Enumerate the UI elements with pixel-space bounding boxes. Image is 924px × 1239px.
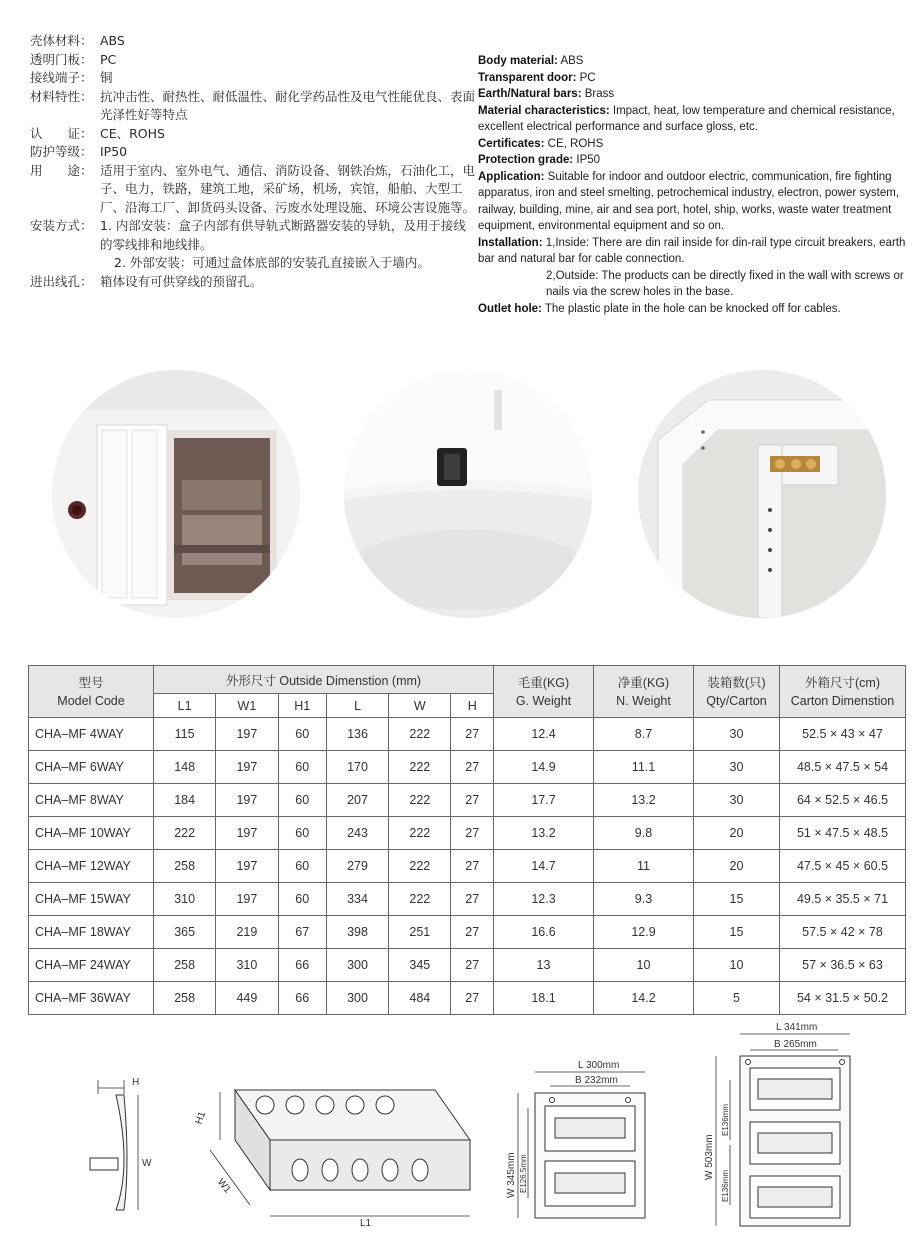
table-cell: 27 (451, 982, 494, 1015)
cn-spec-row (30, 162, 475, 218)
table-cell: 197 (216, 883, 278, 916)
table-cell: 258 (154, 982, 216, 1015)
model-code-cell: CHA–MF 10WAY (29, 817, 154, 850)
header-carton-dimension (780, 666, 906, 718)
isometric-box-diagram (180, 1080, 480, 1230)
table-cell: 27 (451, 850, 494, 883)
table-cell: 20 (694, 850, 780, 883)
table-cell: 52.5 × 43 × 47 (780, 718, 906, 751)
table-cell: 51 × 47.5 × 48.5 (780, 817, 906, 850)
table-cell: 197 (216, 784, 278, 817)
table-cell: 67 (278, 916, 326, 949)
en-spec-row (478, 103, 918, 136)
header-qty-carton-en: Qty/Carton (706, 693, 767, 708)
cn-spec-value: 2. 外部安装：可通过盒体底部的安装孔直接嵌入于墙内。 (114, 255, 430, 270)
header-net-weight-en: N. Weight (616, 693, 671, 708)
table-cell: 30 (694, 751, 780, 784)
en-spec-value: Brass (581, 88, 615, 100)
cn-spec-row (30, 273, 475, 292)
header-net-weight (594, 666, 694, 718)
en-spec-value: ABS (557, 55, 584, 67)
table-cell: 13 (494, 949, 594, 982)
iso-w1-label: W1 (214, 1176, 233, 1196)
table-cell: 13.2 (594, 784, 694, 817)
table-cell: 15 (694, 916, 780, 949)
d36-b-label: B 265mm (774, 1039, 817, 1050)
subheader-l1: L1 (154, 694, 216, 718)
table-row (29, 751, 906, 784)
cn-spec-row (30, 51, 475, 70)
table-row (29, 784, 906, 817)
iso-h1-label: H1 (193, 1110, 209, 1126)
d36-w-label: W 503mm (704, 1134, 715, 1180)
table-cell: 57.5 × 42 × 78 (780, 916, 906, 949)
table-cell: 258 (154, 850, 216, 883)
table-cell: 27 (451, 784, 494, 817)
table-cell: 207 (326, 784, 388, 817)
header-model-en: Model Code (57, 693, 125, 708)
table-row (29, 817, 906, 850)
table-cell: 197 (216, 751, 278, 784)
model-code-cell: CHA–MF 6WAY (29, 751, 154, 784)
cn-spec-row (30, 32, 475, 51)
side-view-diagram (70, 1070, 170, 1220)
cn-spec-label: 进出线孔： (30, 273, 93, 289)
d24-w-label: W 345mm (506, 1152, 517, 1198)
table-cell: 27 (451, 751, 494, 784)
photo-terminal-bar-image (638, 370, 886, 618)
table-cell: 47.5 × 45 × 60.5 (780, 850, 906, 883)
table-cell: 365 (154, 916, 216, 949)
photo-door-latch (344, 370, 592, 618)
header-gross-weight-cn: 毛重(KG) (517, 675, 570, 690)
table-row (29, 949, 906, 982)
table-cell: 9.3 (594, 883, 694, 916)
table-cell: 14.7 (494, 850, 594, 883)
table-cell: 11.1 (594, 751, 694, 784)
table-cell: 60 (278, 883, 326, 916)
table-cell: 197 (216, 850, 278, 883)
table-row (29, 718, 906, 751)
table-cell: 300 (326, 982, 388, 1015)
table-cell: 27 (451, 949, 494, 982)
header-outside-dimension: 外形尺寸 Outside Dimenstion (mm) (154, 666, 494, 694)
iso-l1-label: L1 (360, 1218, 372, 1229)
header-gross-weight-en: G. Weight (515, 693, 572, 708)
header-qty-carton (694, 666, 780, 718)
table-cell: 49.5 × 35.5 × 71 (780, 883, 906, 916)
cn-spec-value: PC (100, 51, 117, 67)
cn-spec-value: 抗冲击性、耐热性、耐低温性、耐化学药品性及电气性能优良、表面光泽性好等特点 (100, 88, 476, 122)
table-cell: 9.8 (594, 817, 694, 850)
table-cell: 60 (278, 850, 326, 883)
cn-spec-label: 透明门板： (30, 51, 93, 67)
model-code-cell: CHA–MF 4WAY (29, 718, 154, 751)
table-cell: 449 (216, 982, 278, 1015)
cn-spec-row (30, 88, 475, 125)
table-cell: 18.1 (494, 982, 594, 1015)
header-model-cn: 型号 (78, 675, 104, 690)
en-spec-row (478, 70, 918, 87)
en-spec-label: Material characteristics: (478, 104, 610, 117)
table-cell: 251 (389, 916, 451, 949)
en-spec-label: Body material: (478, 55, 558, 67)
table-cell: 243 (326, 817, 388, 850)
cn-spec-value: CE、ROHS (100, 125, 165, 141)
table-cell: 136 (326, 718, 388, 751)
table-cell: 12.4 (494, 718, 594, 751)
table-cell: 197 (216, 718, 278, 751)
model-code-cell: CHA–MF 8WAY (29, 784, 154, 817)
header-gross-weight (494, 666, 594, 718)
en-spec-row (478, 268, 918, 301)
en-spec-row (478, 86, 918, 103)
table-cell: 30 (694, 718, 780, 751)
cn-spec-label (30, 254, 100, 273)
cn-spec-value: 1. 内部安装：盒子内部有供导轨式断路器安装的导轨，及用于接线的零线排和地线排。 (100, 218, 466, 252)
table-cell: 222 (389, 718, 451, 751)
subheader-h: H (451, 694, 494, 718)
table-cell: 222 (389, 817, 451, 850)
front-view-36way-diagram (698, 1020, 858, 1232)
cn-spec-row (30, 143, 475, 162)
cn-spec-row (30, 217, 475, 254)
side-h-label: H (132, 1077, 140, 1088)
table-cell: 222 (154, 817, 216, 850)
table-cell: 184 (154, 784, 216, 817)
table-cell: 279 (326, 850, 388, 883)
model-code-cell: CHA–MF 12WAY (29, 850, 154, 883)
photo-door-latch-image (344, 370, 592, 618)
side-w-label: W (142, 1158, 152, 1169)
en-spec-label: Earth/Natural bars: (478, 88, 582, 100)
en-spec-row (478, 53, 918, 70)
d24-e-label: E126.5mm (519, 1154, 528, 1193)
d36-l-label: L 341mm (776, 1022, 818, 1033)
table-cell: 27 (451, 883, 494, 916)
table-cell: 12.3 (494, 883, 594, 916)
cn-spec-value: ABS (100, 33, 125, 48)
table-cell: 14.9 (494, 751, 594, 784)
subheader-w: W (389, 694, 451, 718)
table-cell: 5 (694, 982, 780, 1015)
table-cell: 334 (326, 883, 388, 916)
cn-spec-label: 认 证： (30, 125, 93, 141)
table-cell: 222 (389, 883, 451, 916)
table-cell: 13.2 (494, 817, 594, 850)
en-spec-value: 2,Outside: The products can be directly fixed in the wall with screws or nails via the screw holes in the base. (546, 269, 904, 298)
d36-e1-label: E136mm (721, 1103, 730, 1136)
en-spec-label: Protection grade: (478, 154, 574, 166)
cn-spec-value: IP50 (100, 144, 128, 159)
table-cell: 484 (389, 982, 451, 1015)
header-carton-dimension-en: Carton Dimenstion (790, 693, 895, 708)
english-specifications (478, 53, 918, 317)
table-cell: 345 (389, 949, 451, 982)
table-cell: 310 (216, 949, 278, 982)
en-spec-value: Impact, heat, low temperature and chemical resistance, excellent electrical performance and surface gloss, etc. (478, 104, 895, 133)
header-net-weight-cn: 净重(KG) (617, 675, 670, 690)
model-code-cell: CHA–MF 18WAY (29, 916, 154, 949)
table-cell: 12.9 (594, 916, 694, 949)
model-code-cell: CHA–MF 36WAY (29, 982, 154, 1015)
table-cell: 27 (451, 916, 494, 949)
en-spec-value: 1,Inside: There are din rail inside for din-rail type circuit breakers, earth bar and natural bar for cable connection. (478, 236, 906, 265)
cn-spec-label: 材料特性： (30, 88, 93, 104)
table-row (29, 883, 906, 916)
model-code-cell: CHA–MF 24WAY (29, 949, 154, 982)
cn-spec-value: 箱体设有可供穿线的预留孔。 (100, 273, 263, 289)
table-cell: 60 (278, 817, 326, 850)
en-spec-label: Certificates: (478, 137, 545, 150)
table-cell: 15 (694, 883, 780, 916)
en-spec-value: The plastic plate in the hole can be knocked off for cables. (541, 302, 841, 315)
d36-e2-label: E136mm (721, 1169, 730, 1202)
cn-spec-row (30, 254, 475, 273)
table-cell: 222 (389, 751, 451, 784)
table-cell: 115 (154, 718, 216, 751)
en-spec-label: Transparent door: (478, 71, 577, 84)
table-cell: 222 (389, 850, 451, 883)
table-cell: 60 (278, 718, 326, 751)
en-spec-value: CE, ROHS (544, 137, 604, 150)
table-cell: 10 (594, 949, 694, 982)
en-spec-label: Application: (478, 170, 545, 183)
table-cell: 219 (216, 916, 278, 949)
cn-spec-value: 适用于室内、室外电气、通信、消防设备、钢铁冶炼，石油化工，电子、电力，铁路，建筑工地，采矿场，机场，宾馆，船舶、大型工厂、沿海工厂、卸货码头设备、污废水处理设施、环境公害设施等。 (100, 162, 476, 215)
front-view-24way-diagram (500, 1058, 650, 1228)
table-row (29, 850, 906, 883)
cn-spec-row (30, 69, 475, 88)
table-cell: 222 (389, 784, 451, 817)
d24-b-label: B 232mm (575, 1075, 618, 1086)
photo-breaker-slot-image (52, 370, 300, 618)
en-spec-label: Outlet hole: (478, 302, 542, 315)
table-cell: 258 (154, 949, 216, 982)
subheader-w1: W1 (216, 694, 278, 718)
cn-spec-label: 安装方式： (30, 218, 93, 233)
model-code-cell: CHA–MF 15WAY (29, 883, 154, 916)
table-cell: 170 (326, 751, 388, 784)
table-cell: 54 × 31.5 × 50.2 (780, 982, 906, 1015)
table-cell: 197 (216, 817, 278, 850)
cn-spec-label: 接线端子： (30, 70, 93, 85)
table-cell: 57 × 36.5 × 63 (780, 949, 906, 982)
table-cell: 60 (278, 751, 326, 784)
header-model (29, 666, 154, 718)
table-cell: 20 (694, 817, 780, 850)
table-row (29, 916, 906, 949)
cn-spec-value: 铜 (100, 70, 113, 85)
table-cell: 48.5 × 47.5 × 54 (780, 751, 906, 784)
table-cell: 300 (326, 949, 388, 982)
header-carton-dimension-cn: 外箱尺寸(cm) (805, 675, 880, 690)
table-cell: 27 (451, 817, 494, 850)
en-spec-value: IP50 (573, 154, 601, 166)
en-spec-value: Suitable for indoor and outdoor electric, communication, fire fighting apparatus, iron and steel smelting, petrochemical industry, electron, power system, railway, building, mine, air and sea port, hotel, ship, works, waste water treatment equipment, environmental equipment and so on. (478, 170, 900, 232)
table-cell: 27 (451, 718, 494, 751)
table-row (29, 982, 906, 1015)
table-cell: 17.7 (494, 784, 594, 817)
table-cell: 310 (154, 883, 216, 916)
cn-spec-label: 用 途： (30, 162, 93, 178)
table-cell: 60 (278, 784, 326, 817)
table-cell: 16.6 (494, 916, 594, 949)
table-cell: 14.2 (594, 982, 694, 1015)
en-spec-row (478, 136, 918, 153)
subheader-l: L (326, 694, 388, 718)
cn-spec-label: 壳体材料： (30, 33, 93, 48)
table-cell: 64 × 52.5 × 46.5 (780, 784, 906, 817)
table-cell: 30 (694, 784, 780, 817)
table-cell: 148 (154, 751, 216, 784)
en-spec-value: PC (576, 71, 596, 84)
specification-table (28, 665, 906, 1015)
photo-terminal-bar (638, 370, 886, 618)
en-spec-row (478, 169, 918, 235)
header-qty-carton-cn: 装箱数(只) (707, 675, 766, 690)
chinese-specifications (30, 32, 475, 291)
table-cell: 11 (594, 850, 694, 883)
table-cell: 66 (278, 982, 326, 1015)
table-cell: 398 (326, 916, 388, 949)
table-cell: 8.7 (594, 718, 694, 751)
en-spec-row (478, 152, 918, 169)
en-spec-label: Installation: (478, 236, 543, 249)
table-cell: 66 (278, 949, 326, 982)
en-spec-row (478, 301, 918, 318)
en-spec-row (478, 235, 918, 268)
subheader-h1: H1 (278, 694, 326, 718)
cn-spec-row (30, 125, 475, 144)
cn-spec-label: 防护等级： (30, 144, 93, 159)
table-cell: 10 (694, 949, 780, 982)
photo-breaker-slot (52, 370, 300, 618)
d24-l-label: L 300mm (578, 1060, 620, 1071)
